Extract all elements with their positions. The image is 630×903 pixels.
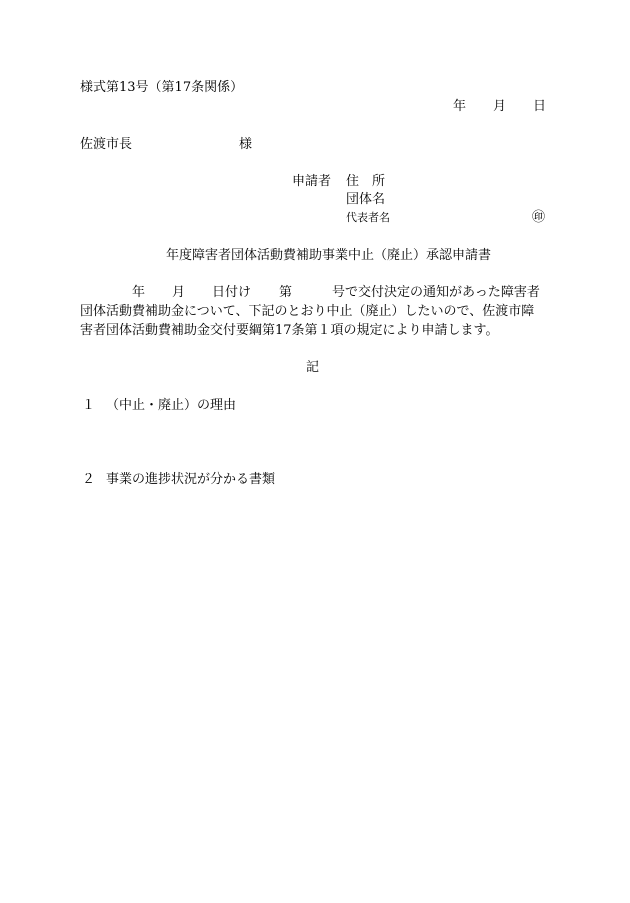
applicant-group-name-label: 団体名 bbox=[346, 192, 386, 207]
applicant-representative-label: 代表者名 bbox=[346, 211, 390, 224]
seal-mark: ㊞ bbox=[532, 210, 546, 225]
item-1-text: （中止・廃止）の理由 bbox=[106, 398, 237, 413]
ki-heading: 記 bbox=[306, 360, 320, 375]
document-title: 年度障害者団体活動費補助事業中止（廃止）承認申請書 bbox=[166, 248, 492, 263]
date-year: 年 bbox=[453, 99, 467, 114]
body-line2: 団体活動費補助金について、下記のとおり中止（廃止）したいので、佐渡市障 bbox=[80, 304, 535, 319]
body-line3: 害者団体活動費補助金交付要綱第17条第１項の規定により申請します。 bbox=[80, 323, 499, 338]
applicant-label: 申請者 bbox=[292, 174, 332, 189]
item-1-number: １ bbox=[82, 398, 96, 413]
applicant-address-label: 住 所 bbox=[346, 174, 386, 189]
body-line1-dated: 日付け bbox=[212, 285, 252, 300]
item-2-number: ２ bbox=[82, 472, 96, 487]
body-line1-year: 年 bbox=[132, 285, 146, 300]
body-line1-month: 月 bbox=[172, 285, 186, 300]
body-line1-dai: 第 bbox=[279, 285, 293, 300]
addressee-honorific: 様 bbox=[239, 137, 253, 152]
date-month: 月 bbox=[493, 99, 507, 114]
date-day: 日 bbox=[533, 99, 547, 114]
item-2-text: 事業の進捗状況が分かる書類 bbox=[106, 472, 276, 487]
form-number: 様式第13号（第17条関係） bbox=[80, 80, 244, 95]
body-line1-rest: 号で交付決定の通知があった障害者 bbox=[332, 285, 540, 300]
addressee-name: 佐渡市長 bbox=[80, 137, 133, 152]
